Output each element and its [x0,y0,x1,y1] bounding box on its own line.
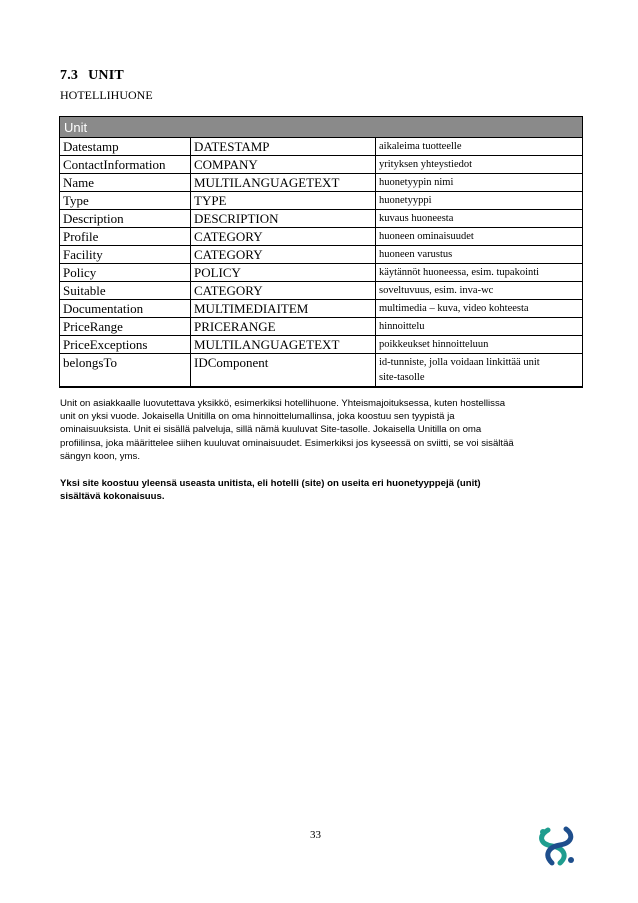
field-name: Datestamp [60,138,191,156]
field-type: DESCRIPTION [191,210,376,228]
field-type: MULTILANGUAGETEXT [191,174,376,192]
paragraph-line: Unit on asiakkaalle luovutettava yksikkö, esimerkiksi hotellihuone. Yhteismajoituksessa, kuten hostellissa [60,398,506,409]
unit-table [59,116,583,388]
description-line: site-tasolle [379,372,425,383]
table-row [60,318,583,336]
paragraph-line: sisältävä kokonaisuus. [60,491,165,503]
paragraph-line: unit on yksi vuode. Jokaisella Unitilla on oma hinnoittelumallinsa, joka koostuu sen tyypistä ja [60,411,455,423]
table-row [60,210,583,228]
section-heading [60,68,124,84]
field-name: PriceExceptions [60,336,191,354]
field-name: belongsTo [60,354,191,388]
table-row [60,246,583,264]
field-type: MULTILANGUAGETEXT [191,336,376,354]
section-title: UNIT [88,68,124,83]
table-row [60,156,583,174]
field-type: MULTIMEDIAITEM [191,300,376,318]
field-name: Documentation [60,300,191,318]
paragraph-line: sängyn koon, yms. [60,450,140,462]
field-description: hinnoittelu [376,318,583,336]
field-name: Policy [60,264,191,282]
table-row [60,354,583,388]
field-type: COMPANY [191,156,376,174]
field-description: huoneen varustus [376,246,583,264]
section-number: 7.3 [60,68,79,83]
field-description: kuvaus huoneesta [376,210,583,228]
table-row [60,192,583,210]
field-type: DATESTAMP [191,138,376,156]
field-type: PRICERANGE [191,318,376,336]
table-row [60,264,583,282]
field-name: Suitable [60,282,191,300]
description-line: id-tunniste, jolla voidaan linkittää unit [379,357,540,368]
field-description: käytännöt huoneessa, esim. tupakointi [376,264,583,282]
summary-paragraph [60,477,585,503]
field-description: multimedia – kuva, video kohteesta [376,300,583,318]
field-description: huoneen ominaisuudet [376,228,583,246]
section-subtitle: HOTELLIHUONE [60,88,153,102]
paragraph-line: profiilinsa, joka määrittelee siihen kuuluvat ominaisuudet. Esimerkiksi jos kyseessä on sviitti, se voi sisältää [60,437,514,449]
field-name: Name [60,174,191,192]
field-description: poikkeukset hinnoitteluun [376,336,583,354]
table-row [60,228,583,246]
field-description: aikaleima tuotteelle [376,138,583,156]
table-row [60,336,583,354]
table-header-row [60,117,583,138]
field-name: Type [60,192,191,210]
field-type: POLICY [191,264,376,282]
field-type: CATEGORY [191,282,376,300]
field-description: soveltuvuus, esim. inva-wc [376,282,583,300]
field-type: CATEGORY [191,228,376,246]
field-name: PriceRange [60,318,191,336]
table-row [60,174,583,192]
field-description: huonetyyppi [376,192,583,210]
field-description: huonetyypin nimi [376,174,583,192]
paragraph-line: Yksi site koostuu yleensä useasta unitista, eli hotelli (site) on useita eri huonetyyppejä (unit) [60,478,481,489]
page-number: 33 [310,829,321,841]
field-type: CATEGORY [191,246,376,264]
paragraph-line: ominaisuuksista. Unit ei sisällä palveluja, sillä nämä kuuluvat Site-tasolle. Jokaisella Unitilla on oma [60,424,482,436]
field-name: ContactInformation [60,156,191,174]
field-type: IDComponent [191,354,376,388]
field-type: TYPE [191,192,376,210]
table-row [60,282,583,300]
field-description: yrityksen yhteystiedot [376,156,583,174]
table-header: Unit [60,117,583,138]
table-row [60,138,583,156]
field-name: Profile [60,228,191,246]
body-paragraph [60,397,585,463]
table-row [60,300,583,318]
field-name: Facility [60,246,191,264]
helix-logo-icon [534,826,580,866]
field-description [376,354,583,388]
field-name: Description [60,210,191,228]
